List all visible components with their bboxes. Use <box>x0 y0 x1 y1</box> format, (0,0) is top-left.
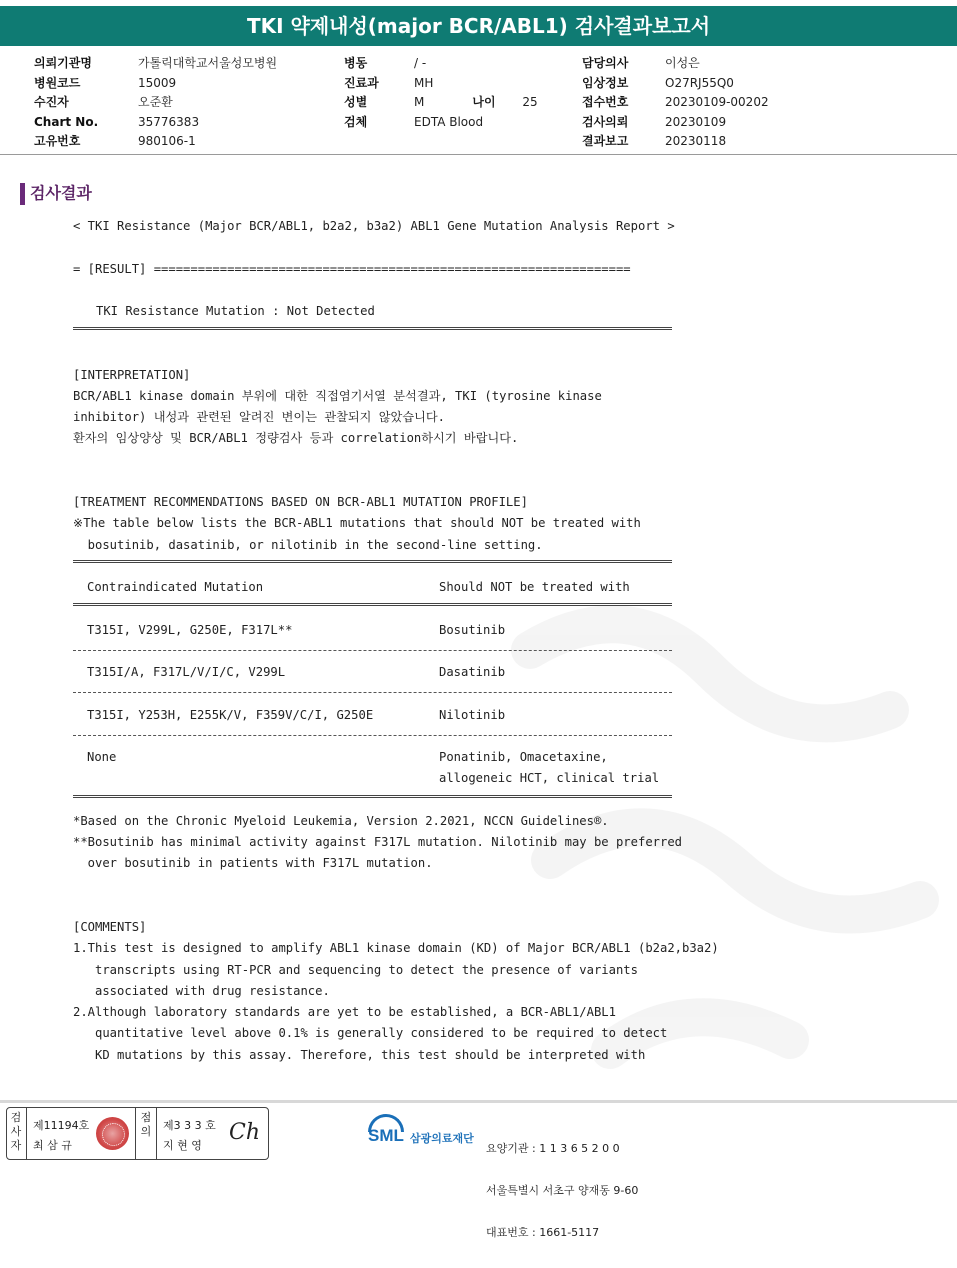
signature-box-divider <box>156 1108 157 1159</box>
footnote: **Bosutinib has minimal activity against F317L mutation. Nilotinib may be preferred <box>73 835 683 849</box>
logo-text: SML <box>368 1126 404 1145</box>
double-separator <box>73 327 672 330</box>
interpretation-line: BCR/ABL1 kinase domain 부위에 대한 직접염기서열 분석결과, TKI (tyrosine kinase <box>73 389 602 403</box>
comments-header: [COMMENTS] <box>73 920 147 934</box>
table-cell-mutation: T315I/A, F317L/V/I/C, V299L <box>87 665 286 679</box>
treatment-line: ※The table below lists the BCR-ABL1 mutations that should NOT be treated with <box>73 516 641 530</box>
info-label: 진료과 <box>344 75 379 90</box>
comment-line: 1.This test is designed to amplify ABL1 kinase domain (KD) of Major BCR/ABL1 (b2a2,b3a2) <box>73 941 719 955</box>
age-label: 나이 <box>472 95 496 109</box>
footer-divider <box>0 1100 957 1103</box>
table-cell-drug: Bosutinib <box>439 623 506 637</box>
comment-line: transcripts using RT-PCR and sequencing to detect the presence of variants <box>73 963 638 977</box>
comment-line: KD mutations by this assay. Therefore, this test should be interpreted with <box>73 1048 646 1062</box>
info-value: 35776383 <box>138 114 200 129</box>
table-cell-mutation: None <box>87 750 117 764</box>
seal-icon <box>96 1117 129 1150</box>
organization-info <box>486 1114 638 1268</box>
info-value: 15009 <box>138 75 177 90</box>
org-info-line: 요양기관 : 1 1 3 6 5 2 0 0 <box>486 1142 620 1155</box>
info-label: 의뢰기관명 <box>34 56 92 70</box>
info-value: EDTA Blood <box>414 114 484 129</box>
double-separator <box>73 795 672 798</box>
info-value: O27RJ55Q0 <box>665 75 734 90</box>
info-label: 결과보고 <box>582 134 629 148</box>
tester-name: 최 삼 규 <box>33 1139 72 1152</box>
dashed-separator <box>73 735 672 736</box>
footnote: over bosutinib in patients with F317L mutation. <box>73 856 433 870</box>
info-value: M <box>414 95 425 109</box>
info-label: 병동 <box>344 56 368 70</box>
info-value: 20230109 <box>665 114 727 129</box>
result-header: = [RESULT] ================================================================= <box>73 262 631 276</box>
page-footer <box>0 1100 957 1239</box>
section-title-text: 검사결과 <box>30 183 92 203</box>
info-value: MH <box>414 75 434 90</box>
info-label: 수진자 <box>34 95 69 109</box>
result-line: TKI Resistance Mutation : Not Detected <box>96 304 375 318</box>
treatment-line: bosutinib, dasatinib, or nilotinib in the second-line setting. <box>73 538 543 552</box>
confirmer-name: 지 현 영 <box>163 1139 202 1152</box>
info-label: Chart No. <box>34 114 99 129</box>
age-value: 25 <box>522 95 538 109</box>
signature-image: Ch <box>229 1120 261 1145</box>
info-value: 이성은 <box>665 56 700 70</box>
interpretation-header: [INTERPRETATION] <box>73 368 191 382</box>
table-cell-mutation: T315I, Y253H, E255K/V, F359V/C/I, G250E <box>87 708 374 722</box>
table-cell-drug: allogeneic HCT, clinical trial <box>439 771 660 785</box>
table-cell-drug: Dasatinib <box>439 665 506 679</box>
info-label: 접수번호 <box>582 95 629 109</box>
info-label: 성별 <box>344 95 368 109</box>
info-value: 가톨릭대학교서울성모병원 <box>138 56 278 70</box>
report-title: TKI 약제내성(major BCR/ABL1) 검사결과보고서 <box>0 6 957 46</box>
signature-box-divider <box>26 1108 27 1159</box>
info-label: 검체 <box>344 114 368 129</box>
double-separator <box>73 560 672 563</box>
info-value: / - <box>414 56 427 70</box>
table-header-drug: Should NOT be treated with <box>439 580 630 594</box>
table-header-mutation: Contraindicated Mutation <box>87 580 264 594</box>
dashed-separator <box>73 650 672 651</box>
info-value: 20230118 <box>665 134 727 148</box>
dashed-separator <box>73 692 672 693</box>
tester-label: 검사자 <box>10 1111 22 1152</box>
info-label: 병원코드 <box>34 75 81 90</box>
info-value: 오준환 <box>138 95 173 109</box>
table-cell-drug: Ponatinib, Omacetaxine, <box>439 750 608 764</box>
organization-name: 삼광의료재단 <box>410 1132 474 1145</box>
signature-box <box>6 1107 269 1160</box>
double-separator <box>73 603 672 606</box>
table-cell-mutation: T315I, V299L, G250E, F317L** <box>87 623 293 637</box>
tester-license: 제11194호 <box>33 1119 90 1132</box>
comment-line: associated with drug resistance. <box>73 984 330 998</box>
info-label: 검사의뢰 <box>582 114 629 129</box>
info-label: 임상정보 <box>582 75 629 90</box>
footnote: *Based on the Chronic Myeloid Leukemia, Version 2.2021, NCCN Guidelines®. <box>73 814 609 828</box>
table-cell-drug: Nilotinib <box>439 708 506 722</box>
signature-box-divider <box>135 1108 136 1159</box>
info-label: 고유번호 <box>34 134 81 148</box>
org-info-line: 서울특별시 서초구 양재동 9-60 <box>486 1184 639 1197</box>
report-heading: < TKI Resistance (Major BCR/ABL1, b2a2, b3a2) ABL1 Gene Mutation Analysis Report > <box>73 219 675 233</box>
confirmer-license: 제3 3 3 호 <box>163 1119 216 1132</box>
interpretation-line: inhibitor) 내성과 관련된 알려진 변이는 관찰되지 않았습니다. <box>73 410 445 424</box>
interpretation-line: 환자의 임상양상 및 BCR/ABL1 정량검사 등과 correlation하시기 바랍니다. <box>73 431 519 445</box>
comment-line: 2.Although laboratory standards are yet to be established, a BCR-ABL1/ABL1 <box>73 1005 616 1019</box>
info-value: 980106-1 <box>138 134 196 148</box>
sml-logo-icon <box>368 1114 478 1152</box>
comment-line: quantitative level above 0.1% is generally considered to be required to detect <box>73 1026 668 1040</box>
confirmer-label: 점의 <box>140 1111 152 1138</box>
info-value: 20230109-00202 <box>665 95 769 109</box>
org-info-line: 대표번호 : 1661-5117 <box>486 1226 600 1239</box>
treatment-header: [TREATMENT RECOMMENDATIONS BASED ON BCR-ABL1 MUTATION PROFILE] <box>73 495 528 509</box>
info-label: 담당의사 <box>582 56 629 70</box>
